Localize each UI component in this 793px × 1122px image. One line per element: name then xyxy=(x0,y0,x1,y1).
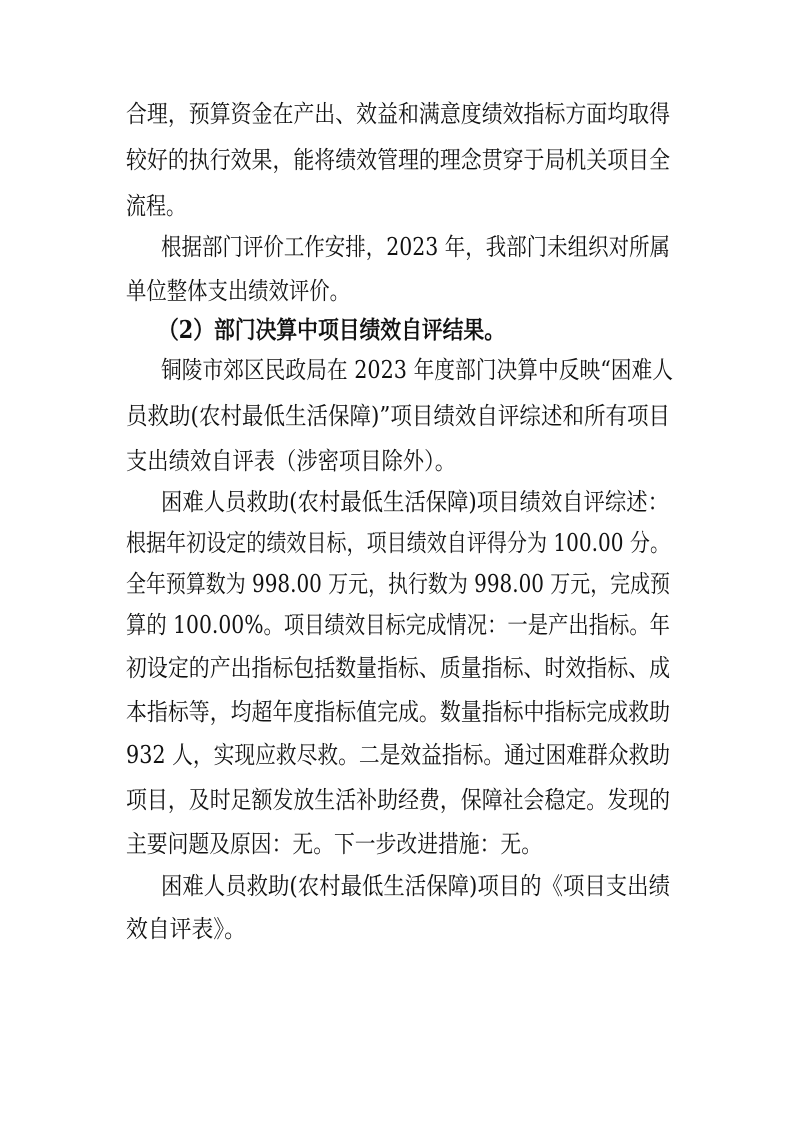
line-text: 算的 100.00%。项目绩效目标完成情况：一是产出指标。年 xyxy=(126,611,670,639)
text-line xyxy=(0,396,793,436)
line-text: 流程。 xyxy=(126,192,186,220)
line-text: 根据年初设定的绩效目标，项目绩效自评得分为 100.00 分。 xyxy=(126,529,670,557)
text-line xyxy=(0,186,793,226)
text-line xyxy=(0,564,793,604)
line-text: 全年预算数为 998.00 万元，执行数为 998.00 万元，完成预 xyxy=(126,570,670,598)
text-line xyxy=(0,140,793,180)
line-text: 本指标等，均超年度指标值完成。数量指标中指标完成救助 xyxy=(126,698,670,726)
text-line xyxy=(0,227,793,267)
line-text: 项目，及时足额发放生活补助经费，保障社会稳定。发现的 xyxy=(126,786,670,814)
line-text: 铜陵市郊区民政局在 2023 年度部门决算中反映“困难人 xyxy=(161,356,673,384)
text-line xyxy=(0,94,793,134)
text-line xyxy=(0,648,793,688)
text-line xyxy=(0,824,793,864)
text-line xyxy=(0,780,793,820)
line-text: 932 人，实现应救尽救。二是效益指标。通过困难群众救助 xyxy=(126,741,670,769)
line-text: 支出绩效自评表（涉密项目除外）。 xyxy=(126,447,456,475)
text-line xyxy=(0,866,793,906)
text-line xyxy=(0,692,793,732)
text-line xyxy=(0,523,793,563)
line-text: 困难人员救助(农村最低生活保障)项目绩效自评综述： xyxy=(161,488,669,516)
text-line xyxy=(0,271,793,311)
line-text: 员救助(农村最低生活保障)”项目绩效自评综述和所有项目 xyxy=(126,402,670,430)
section-heading xyxy=(0,310,793,350)
line-text: （2）部门决算中项目绩效自评结果。 xyxy=(158,315,505,344)
line-text: 困难人员救助(农村最低生活保障)项目的《项目支出绩 xyxy=(161,872,670,900)
line-text: 效自评表》。 xyxy=(126,915,246,943)
line-text: 初设定的产出指标包括数量指标、质量指标、时效指标、成 xyxy=(126,654,670,682)
line-text: 较好的执行效果，能将绩效管理的理念贯穿于局机关项目全 xyxy=(126,146,670,174)
text-line xyxy=(0,605,793,645)
line-text: 主要问题及原因：无。下一步改进措施：无。 xyxy=(126,830,542,858)
text-line xyxy=(0,482,793,522)
text-line xyxy=(0,441,793,481)
line-text: 根据部门评价工作安排，2023 年，我部门未组织对所属 xyxy=(161,233,670,261)
text-line xyxy=(0,350,793,390)
text-line xyxy=(0,735,793,775)
line-text: 合理，预算资金在产出、效益和满意度绩效指标方面均取得 xyxy=(126,100,670,128)
line-text: 单位整体支出绩效评价。 xyxy=(126,277,350,305)
text-line xyxy=(0,909,793,949)
